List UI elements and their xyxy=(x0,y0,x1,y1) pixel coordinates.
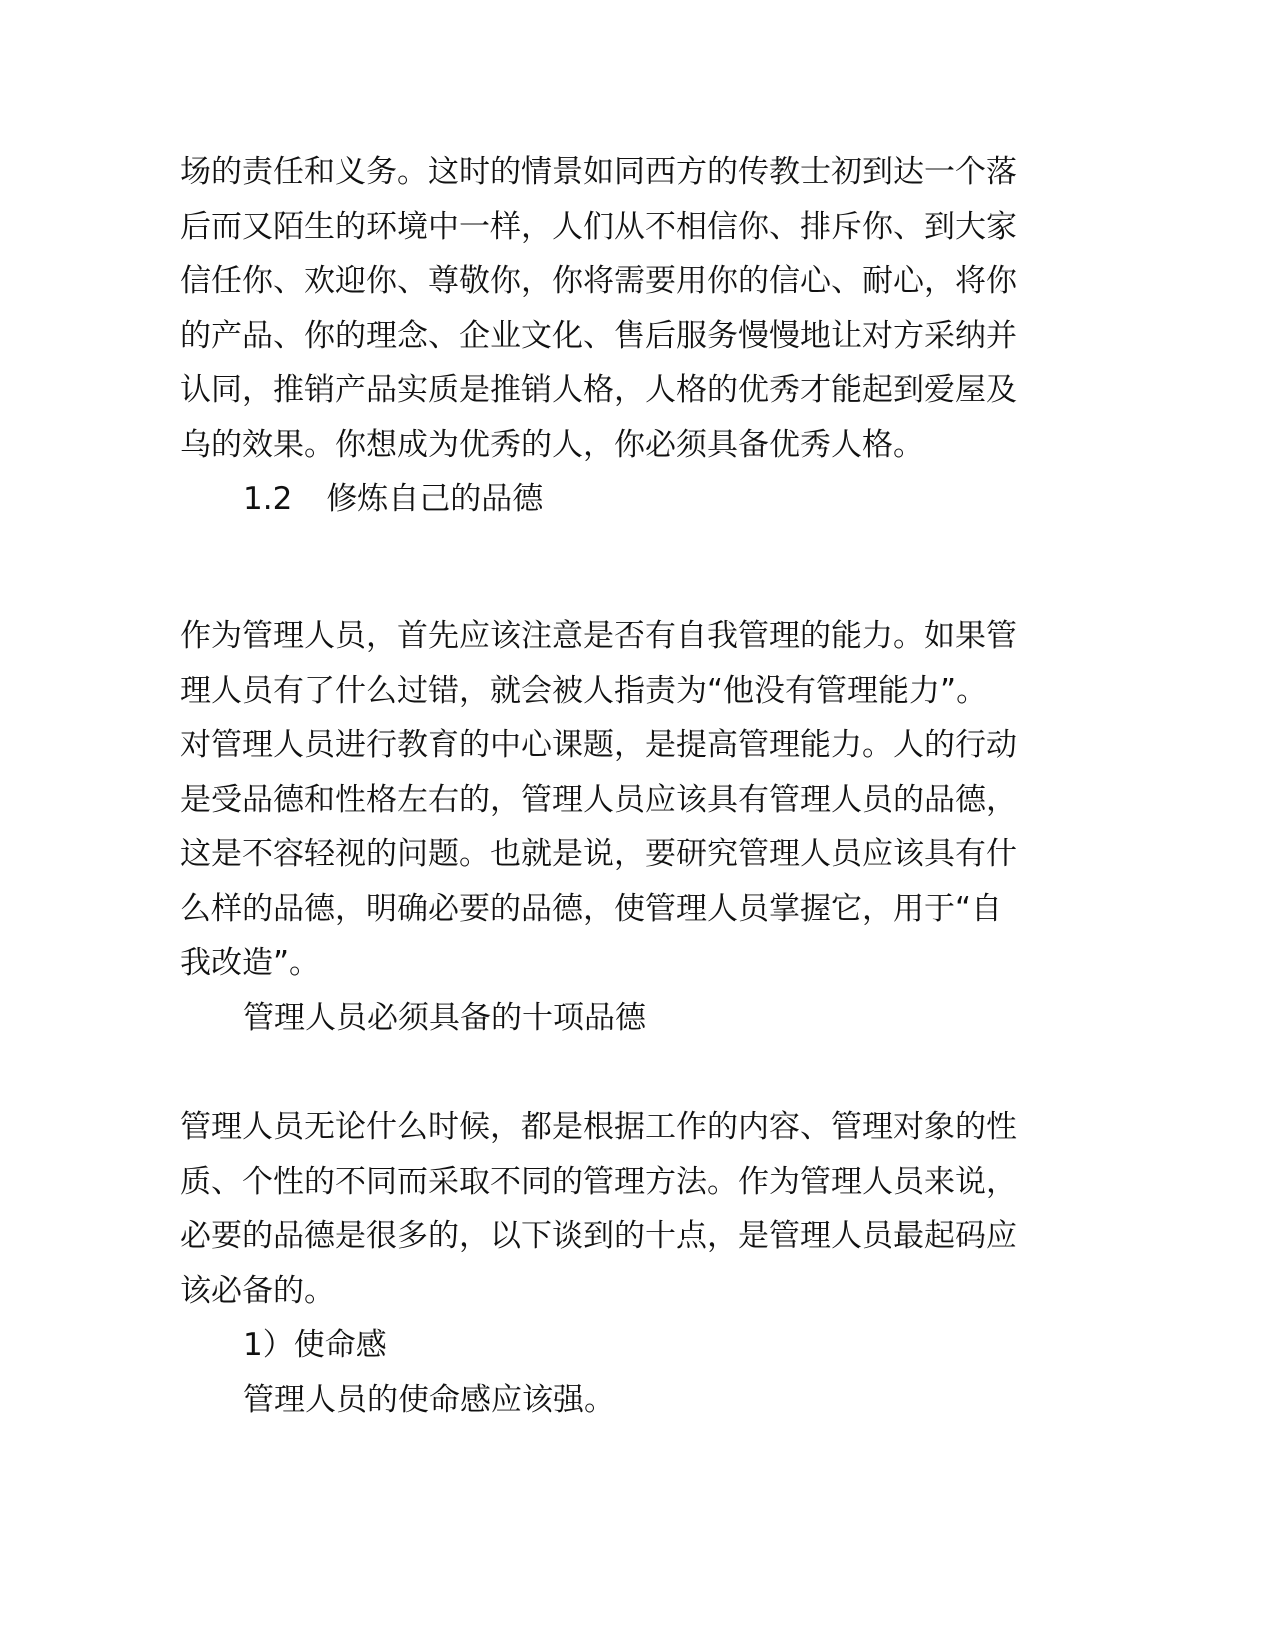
text-line: 作为管理人员，首先应该注意是否有自我管理的能力。如果管 xyxy=(180,618,1017,654)
text-line: 必要的品德是很多的，以下谈到的十点，是管理人员最起码应 xyxy=(180,1218,1017,1254)
text-line: 场的责任和义务。这时的情景如同西方的传教士初到达一个落 xyxy=(180,154,1017,190)
text-line: 我改造”。 xyxy=(180,945,321,981)
text-line: 管理人员无论什么时候，都是根据工作的内容、管理对象的性 xyxy=(180,1109,1017,1145)
text-line: 是受品德和性格左右的，管理人员应该具有管理人员的品德， xyxy=(180,781,1017,818)
item-sense-of-mission xyxy=(243,1318,1123,1427)
text-line: 后而又陌生的环境中一样，人们从不相信你、排斥你、到大家 xyxy=(180,208,1017,245)
section-number: 1.2 xyxy=(243,481,293,517)
text-line: 这是不容轻视的问题。也就是说，要研究管理人员应该具有什 xyxy=(180,836,1017,872)
text-line: 对管理人员进行教育的中心课题，是提高管理能力。人的行动 xyxy=(180,727,1017,763)
text-line: 信任你、欢迎你、尊敬你，你将需要用你的信心、耐心，将你 xyxy=(180,263,1017,299)
heading-line: 管理人员必须具备的十项品德 xyxy=(243,1000,646,1036)
text-line: 么样的品德，明确必要的品德，使管理人员掌握它，用于“自 xyxy=(180,890,1003,927)
text-line: 质、个性的不同而采取不同的管理方法。作为管理人员来说， xyxy=(180,1163,1017,1200)
text-line: 乌的效果。你想成为优秀的人，你必须具备优秀人格。 xyxy=(180,426,924,463)
paragraph-self-management xyxy=(180,609,1060,991)
section-heading-1-2 xyxy=(243,472,1123,527)
subheading-ten-virtues xyxy=(243,991,1123,1046)
text-line: 该必备的。 xyxy=(180,1272,335,1309)
text-line: 认同，推销产品实质是推销人格，人格的优秀才能起到爱屋及 xyxy=(180,372,1017,408)
text-line: 的产品、你的理念、企业文化、售后服务慢慢地让对方采纳并 xyxy=(180,317,1017,354)
item-heading: 1）使命感 xyxy=(243,1327,387,1363)
section-title: 修炼自己的品德 xyxy=(326,481,544,517)
paragraph-management-methods xyxy=(180,1100,1060,1318)
heading-line xyxy=(243,472,1123,527)
paragraph-responsibility xyxy=(180,145,1060,472)
text-line: 理人员有了什么过错，就会被人指责为“他没有管理能力”。 xyxy=(180,672,988,709)
item-text: 管理人员的使命感应该强。 xyxy=(243,1381,615,1418)
